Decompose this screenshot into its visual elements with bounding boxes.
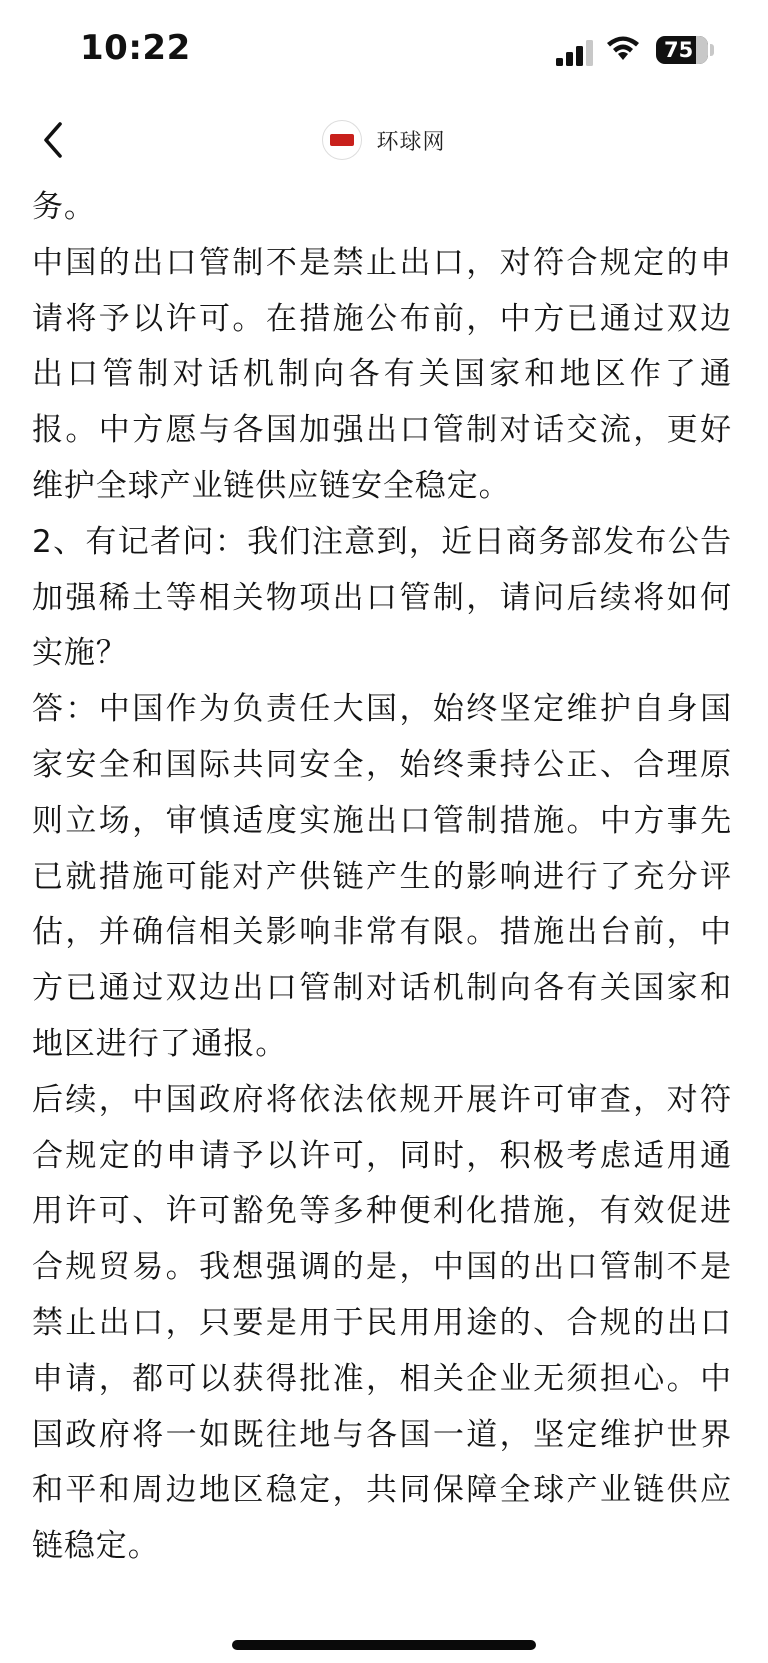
status-bar xyxy=(0,0,768,100)
huanqiu-logo xyxy=(322,120,362,160)
article-paragraph: 务。 xyxy=(32,189,96,225)
article-paragraph: 中国的出口管制不是禁止出口，对符合规定的申请将予以许可。在措施公布前，中方已通过双边出口管制对话机制向各有关国家和地区作了通报。中方愿与各国加强出口管制对话交流，更好维护全球产业链供应链安全稳定。 xyxy=(32,244,732,504)
status-time: 10:22 xyxy=(80,28,191,68)
article-paragraph: 后续，中国政府将依法依规开展许可审查，对符合规定的申请予以许可，同时，积极考虑适用通用许可、许可豁免等多种便利化措施，有效促进合规贸易。我想强调的是，中国的出口管制不是禁止出口，只要是用于民用用途的、合规的出口申请，都可以获得批准，相关企业无须担心。中国政府将一如既往地与各国一道，坚定维护世界和平和周边地区稳定，共同保障全球产业链供应链稳定。 xyxy=(32,1081,732,1565)
article-paragraph: 答：中国作为负责任大国，始终坚定维护自身国家安全和国际共同安全，始终秉持公正、合理原则立场，审慎适度实施出口管制措施。中方事先已就措施可能对产供链产生的影响进行了充分评估，并确信相关影响非常有限。措施出台前，中方已通过双边出口管制对话机制向各有关国家和地区进行了通报。 xyxy=(32,691,732,1062)
nav-title: 环球网 xyxy=(376,129,446,155)
nav-bar xyxy=(0,100,768,180)
home-indicator[interactable] xyxy=(232,1640,536,1650)
battery-empty-segment xyxy=(696,36,708,64)
logo-mark xyxy=(330,134,354,146)
battery-cap xyxy=(710,44,714,56)
battery-indicator xyxy=(656,36,708,64)
article-body xyxy=(32,180,732,1575)
cellular-signal-icon xyxy=(556,38,594,68)
nav-title-group[interactable] xyxy=(0,112,768,168)
article-paragraph: 2、有记者问：我们注意到，近日商务部发布公告加强稀土等相关物项出口管制，请问后续将如何实施？ xyxy=(32,523,732,672)
wifi-icon xyxy=(605,34,641,64)
battery-level: 75 xyxy=(664,38,694,62)
